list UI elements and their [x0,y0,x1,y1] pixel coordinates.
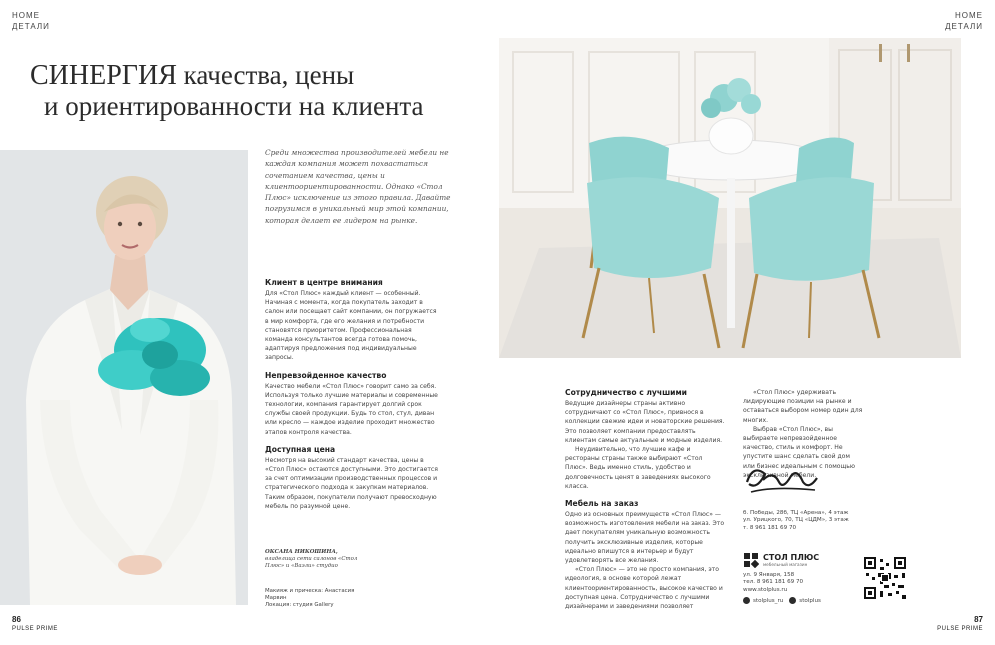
section-heading: Непревзойденное качество [265,370,387,380]
brand-tagline: мебельный магазин [763,562,808,567]
brand-text [763,553,819,567]
section-text: Ведущие дизайнеры страны активно сотрудничают со «Стол Плюс», привнося в коллекции свежие идеи и новаторские решения. Это позволяет компании предоставлять клиентам самые актуальные и модные изделия. [565,400,725,444]
interior-photo [499,38,961,358]
publication-name: PULSE PRIME [12,626,58,632]
section-heading: Мебель на заказ [565,499,639,509]
section-text: Выбрав «Стол Плюс», вы выбираете непревзойденное качество, стиль и комфорт. Не упустите шанс сделать свой дом или бизнес идеальным с помощью эксклюзивной мебели. [743,425,855,479]
section-text: Неудивительно, что лучшие кафе и рестораны страны также выбирают «Стол Плюс». Ведь именно стиль, удобство и долговечность ценят в заведениях высокого класса. [565,446,711,490]
social-links [743,597,863,604]
page-number: 87 [974,615,983,624]
brand-name: СТОЛ ПЛЮС [763,553,820,562]
right-article-column-1 [565,388,725,619]
section-label-line: HOME [12,11,40,20]
section-text: Качество мебели «Стол Плюс» говорит само за себя. Используя только лучшие материалы и современные технологии, компания гарантирует долгий срок службы своей продукции. Будь то стол, стул, диван или кресло — каждое изделие проходит множество этапов контроля качества. [265,382,438,436]
headline-line-1-rest: качества, цены [176,60,355,90]
social-item[interactable] [743,597,783,604]
right-page [497,0,995,645]
section-text: «Стол Плюс» удерживать лидирующие позиции на рынке и оставаться выбором номер один для многих. [743,389,863,424]
page-number: 86 [12,615,21,624]
headline-line-1 [30,60,490,91]
caption-name: ОКСАНА НИКОШИНА, [265,549,338,555]
section-label-line: HOME [955,11,983,20]
caption-text: владелица сети салонов «Стол Плюс» и «Ваэли» студио [265,556,358,570]
dining-set-illustration [499,38,961,358]
section-text: Для «Стол Плюс» каждый клиент — особенный. Начиная с момента, когда покупатель заходит в салон или посещает сайт компании, он погружается в мир комфорта, где его желания и потребности становятся приоритетом. Профессиональная команда консультантов всегда готова помочь, адаптируя предложения под индивидуальные запросы. [265,290,437,362]
social-handle: stolplus [799,597,821,604]
section-label-line: ДЕТАЛИ [12,22,50,31]
contact-line: т. 8 961 181 69 70 [743,524,797,531]
section-block [265,445,440,511]
section-block [265,278,440,363]
salon-contacts [743,510,853,532]
portrait-illustration [0,150,248,605]
signature-image [743,460,821,504]
article-headline [30,60,490,122]
section-block [565,499,725,611]
credit-line: Макияж и прическа: Анастасия [265,588,355,594]
vk-icon [743,597,750,604]
qr-code[interactable] [862,555,908,601]
contact-line: ул. Урицкого, 70, ТЦ «ЦДМ», 3 этаж [743,517,849,524]
section-heading: Доступная цена [265,444,336,454]
section-text: «Стол Плюс» — это не просто компания, это идеология, в основе которой лежат клиентоориентированность, высокое качество и доступная цена. Сотрудничество с лучшими дизайнерами и заведениями позволяет [565,566,723,611]
section-label-line: ДЕТАЛИ [945,22,983,31]
headline-line-2: и ориентированности на клиента [44,91,424,121]
folio-left [12,615,58,633]
brand-mark-icon [743,552,759,568]
intro-paragraph: Среди множества производителей мебели не каждая компания может похвастаться сочетанием качества, цены и клиентоориентированности. Однако «Стол Плюс» исключение из этого правила. Давайте погрузимся в уникальный мир этой компании, которая делает ее лидером на рынке. [265,148,451,225]
section-heading: Клиент в центре внимания [265,278,383,287]
photo-caption [265,549,361,571]
photo-credits [265,588,385,610]
section-block [565,388,725,491]
credit-line: Локация: студия Gallery [265,602,334,609]
store-contacts [743,572,863,594]
brand-logo [743,550,853,570]
portrait-photo [0,150,248,605]
section-heading: Сотрудничество с лучшими [565,388,687,397]
section-label-left [12,10,50,32]
left-article-column [265,278,440,519]
social-handle: stolplus_ru [753,597,784,604]
section-block [265,371,440,437]
instagram-icon [789,597,796,604]
contact-line: тел. 8 961 181 69 70 [743,579,804,586]
credit-line: Марвин [265,595,287,602]
section-label-right [945,10,983,32]
headline-caps-word: СИНЕРГИЯ [30,60,177,91]
publication-name: PULSE PRIME [937,626,983,632]
website-link[interactable]: www.stolplus.ru [743,586,788,593]
contact-line: ул. 9 Января, 158 [743,572,795,578]
folio-right [937,615,983,633]
section-text: Одно из основных преимуществ «Стол Плюс» — возможность изготовления мебели на заказ. Это дает покупателям уникальную возможность получить эксклюзивные изделия, которые идеально впишутся в интерьер и будут удовлетворять все желания. [565,511,725,565]
section-text: Несмотря на высокий стандарт качества, цены в «Стол Плюс» остаются доступными. Это достигается за счет оптимизации производственных процессов и стратегического подхода к закупкам материалов. Таким образом, покупатели получают превосходную мебель по разумной цене. [265,456,438,510]
social-item[interactable] [789,597,821,604]
contact-line: б. Победы, 28б, ТЦ «Арена», 4 этаж [743,510,849,516]
left-page [0,0,497,645]
